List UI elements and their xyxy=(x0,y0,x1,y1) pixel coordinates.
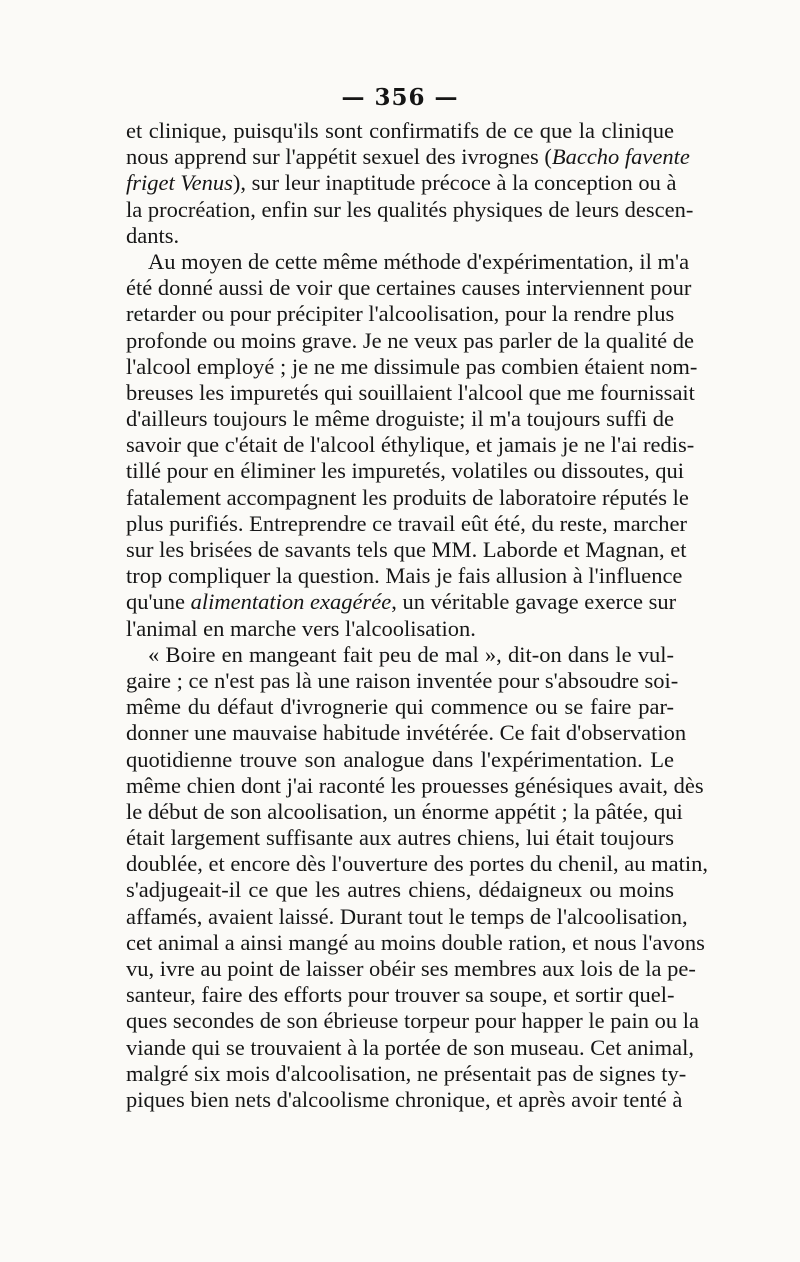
line-text: malgré six mois d'alcoolisation, ne présentait pas de signes ty- xyxy=(126,1060,687,1086)
text-line xyxy=(126,903,688,930)
text-line xyxy=(126,537,687,563)
text-line xyxy=(126,170,677,196)
line-text: ques secondes de son ébrieuse torpeur pour happer le pain ou la xyxy=(126,1008,699,1034)
text-line xyxy=(126,772,704,799)
text-line xyxy=(126,825,674,851)
text-line xyxy=(126,747,674,773)
body-text xyxy=(126,118,708,1113)
text-line xyxy=(126,327,694,354)
text-line xyxy=(126,248,690,275)
text-line xyxy=(126,720,687,746)
text-line xyxy=(126,877,674,903)
line-text: qu'une xyxy=(126,589,191,615)
line-text: gaire ; ce n'est pas là une raison inventée pour s'absoudre soi- xyxy=(126,667,679,693)
line-text: vu, ivre au point de laisser obéir ses membres aux lois de la pe- xyxy=(126,956,696,981)
line-text: savoir que c'était de l'alcool éthylique, et jamais je ne l'ai redis- xyxy=(126,432,695,458)
text-line xyxy=(126,510,687,537)
line-text: d'ailleurs toujours le même droguiste; il m'a toujours suffi de xyxy=(126,406,674,432)
text-line xyxy=(126,223,674,249)
text-line xyxy=(126,406,674,432)
page-number: — 356 — xyxy=(341,84,459,111)
line-text: même du défaut d'ivrognerie qui commence ou se faire par- xyxy=(126,694,674,720)
line-text: été donné aussi de voir que certaines causes interviennent pour xyxy=(126,275,692,301)
line-text: nous apprend sur l'appétit sexuel des ivrognes ( xyxy=(126,144,552,170)
line-text: plus purifiés. Entreprendre ce travail eût été, du reste, marcher xyxy=(126,510,687,536)
text-line xyxy=(126,982,674,1008)
text-line xyxy=(126,301,674,327)
text-line xyxy=(126,798,683,825)
italic-phrase: Baccho favente xyxy=(551,144,690,170)
line-text: , un véritable gavage exerce sur xyxy=(391,589,677,615)
text-line xyxy=(126,563,683,589)
text-line xyxy=(126,1060,687,1087)
line-text: trop compliquer la question. Mais je fais allusion à l'influence xyxy=(126,563,683,589)
text-line xyxy=(126,353,698,380)
line-text: affamés, avaient laissé. Durant tout le temps de l'alcoolisation, xyxy=(126,903,688,929)
line-text: tillé pour en éliminer les impuretés, volatiles ou dissoutes, qui xyxy=(126,458,685,484)
italic-phrase: friget Venus xyxy=(126,170,233,196)
text-line xyxy=(126,667,679,694)
line-text: « Boire en mangeant fait peu de mal », dit-on dans le vul- xyxy=(148,641,674,667)
text-line xyxy=(126,929,705,956)
text-line xyxy=(126,196,694,223)
line-text: la procréation, enfin sur les qualités physiques de leurs descen- xyxy=(126,196,694,222)
text-line xyxy=(126,144,690,170)
italic-phrase: alimentation exagérée xyxy=(190,589,392,615)
text-line xyxy=(126,589,677,615)
line-text: santeur, faire des efforts pour trouver sa soupe, et sortir quel- xyxy=(126,982,675,1008)
text-line xyxy=(126,694,674,720)
line-text: dants. xyxy=(126,222,180,248)
line-text: fatalement accompagnent les produits de laboratoire réputés le xyxy=(126,484,689,510)
line-text: était largement suffisante aux autres chiens, lui était toujours xyxy=(126,825,674,851)
line-text: piques bien nets d'alcoolisme chronique, et après avoir tenté à xyxy=(126,1086,683,1112)
line-text: sur les brisées de savants tels que MM. Laborde et Magnan, et xyxy=(126,537,687,562)
line-text: et clinique, puisqu'ils sont confirmatifs de ce que la clinique xyxy=(126,118,674,143)
line-text: profonde ou moins grave. Je ne veux pas parler de la qualité de xyxy=(126,327,694,353)
line-text: donner une mauvaise habitude invétérée. Ce fait d'observation xyxy=(126,720,687,746)
line-text: retarder ou pour précipiter l'alcoolisation, pour la rendre plus xyxy=(126,301,675,327)
text-line xyxy=(126,458,685,484)
text-line xyxy=(126,1034,694,1061)
line-text: l'animal en marche vers l'alcoolisation. xyxy=(126,615,476,641)
text-line xyxy=(126,432,695,458)
line-text: s'adjugeait-il ce que les autres chiens, dédaigneux ou moins xyxy=(126,877,674,903)
text-line xyxy=(126,1086,683,1113)
text-line xyxy=(126,642,674,668)
line-text: doublée, et encore dès l'ouverture des portes du chenil, au matin, xyxy=(126,851,708,877)
line-text: même chien dont j'ai raconté les prouesses génésiques avait, dès xyxy=(126,772,704,798)
line-text: Au moyen de cette même méthode d'expérimentation, il m'a xyxy=(148,248,690,274)
text-line xyxy=(126,484,689,511)
line-text: ), sur leur inaptitude précoce à la conception ou à xyxy=(232,170,677,196)
text-line xyxy=(126,1008,699,1034)
line-text: l'alcool employé ; je ne me dissimule pas combien étaient nom- xyxy=(126,353,698,379)
text-line xyxy=(126,616,674,642)
line-text: viande qui se trouvaient à la portée de son museau. Cet animal, xyxy=(126,1034,694,1060)
text-line xyxy=(126,118,674,144)
text-line xyxy=(126,851,708,877)
text-line xyxy=(126,275,692,301)
line-text: quotidienne trouve son analogue dans l'expérimentation. Le xyxy=(126,746,674,772)
line-text: breuses les impuretés qui souillaient l'alcool que me fournissait xyxy=(126,379,695,405)
line-text: le début de son alcoolisation, un énorme appétit ; la pâtée, qui xyxy=(126,798,683,824)
text-line xyxy=(126,379,695,406)
line-text: cet animal a ainsi mangé au moins double ration, et nous l'avons xyxy=(126,929,705,955)
text-line xyxy=(126,956,696,982)
